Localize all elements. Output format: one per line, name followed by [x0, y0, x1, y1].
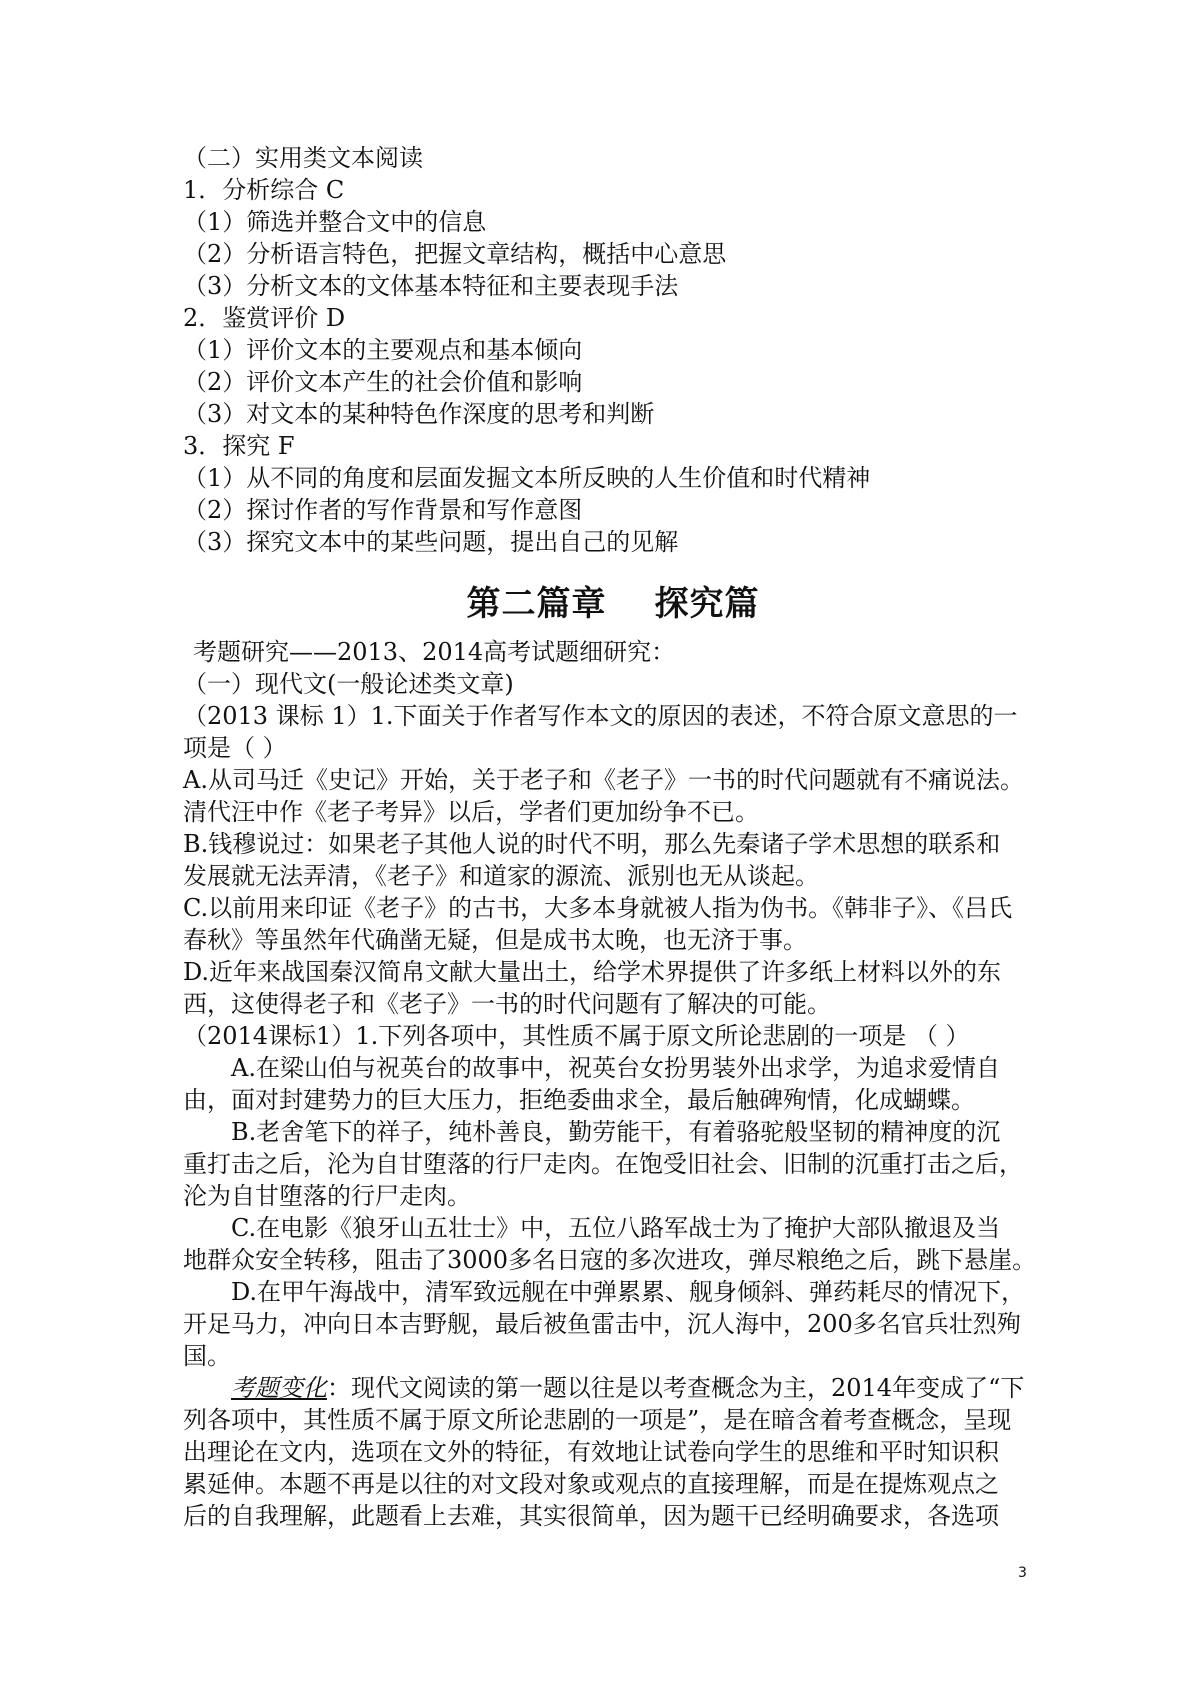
section-title: （二）实用类文本阅读: [183, 144, 423, 172]
list-item: （3）探究文本中的某些问题，提出自己的见解: [183, 528, 679, 556]
option-b-cont2: 沦为自甘堕落的行尸走肉。: [183, 1182, 471, 1210]
option-c-cont: 春秋》等虽然年代确凿无疑，但是成书太晚，也无济于事。: [183, 926, 807, 954]
option-b-cont: 发展就无法弄清，《老子》和道家的源流、派别也无从谈起。: [183, 862, 819, 890]
chapter-heading-part2: 探究篇: [654, 584, 760, 624]
option-c: C.以前用来印证《老子》的古书，大多本身就被人指为伪书。《韩非子》、《吕氏: [183, 894, 1013, 922]
option-a-cont: 清代汪中作《老子考异》以后，学者们更加纷争不已。: [183, 798, 759, 826]
section-items: [183, 174, 1043, 558]
exam-change-text: ：现代文阅读的第一题以往是以考查概念为主，2014年变成了“下: [327, 1374, 1025, 1402]
research-intro: 考题研究——2013、2014高考试题细研究：: [193, 638, 676, 666]
document-page: [183, 142, 1043, 1532]
option-d-cont: 开足马力，冲向日本吉野舰，最后被鱼雷击中，沉人海中，200多名官兵壮烈殉: [183, 1310, 1021, 1338]
option-a: A.在梁山伯与祝英台的故事中，祝英台女扮男装外出求学，为追求爱情自: [231, 1054, 1000, 1082]
question-stem-cont: 项是（ ）: [183, 734, 287, 762]
list-item: 2．鉴赏评价 D: [183, 304, 346, 332]
exam-change-line: 累延伸。本题不再是以往的对文段对象或观点的直接理解，而是在提炼观点之: [183, 1470, 999, 1498]
option-d-cont: 西，这使得老子和《老子》一书的时代问题有了解决的可能。: [183, 990, 831, 1018]
list-item: （2）探讨作者的写作背景和写作意图: [183, 496, 583, 524]
question-2014: [183, 1020, 1043, 1372]
option-a: A.从司马迁《史记》开始，关于老子和《老子》一书的时代问题就有不痛说法。: [183, 766, 1024, 794]
option-b-cont: 重打击之后，沦为自甘堕落的行尸走肉。在饱受旧社会、旧制的沉重打击之后，: [183, 1150, 1023, 1178]
exam-change-label: 考题变化: [231, 1374, 327, 1402]
list-item: （3）对文本的某种特色作深度的思考和判断: [183, 400, 655, 428]
list-item: （2）评价文本产生的社会价值和影响: [183, 368, 583, 396]
chapter-heading: [183, 582, 1043, 626]
exam-change-line: [183, 1372, 1043, 1404]
option-d: D.在甲午海战中，清军致远舰在中弹累累、舰身倾斜、弹药耗尽的情况下，: [231, 1278, 1026, 1306]
option-d-cont2: 国。: [183, 1342, 231, 1370]
page-number: 3: [1018, 1565, 1027, 1581]
option-c: C.在电影《狼牙山五壮士》中，五位八路军战士为了掩护大部队撤退及当: [231, 1214, 1001, 1242]
list-item: （3）分析文本的文体基本特征和主要表现手法: [183, 272, 679, 300]
exam-change-line: 列各项中，其性质不属于原文所论悲剧的一项是”，是在暗含着考查概念，呈现: [183, 1406, 1012, 1434]
list-item: （1）从不同的角度和层面发掘文本所反映的人生价值和时代精神: [183, 464, 871, 492]
option-a-cont: 由，面对封建势力的巨大压力，拒绝委曲求全，最后触碑殉情，化成蝴蝶。: [183, 1086, 975, 1114]
question-stem: （2013 课标 1）1.下面关于作者写作本文的原因的表述，不符合原文意思的一: [183, 702, 1018, 730]
list-item: （2）分析语言特色，把握文章结构，概括中心意思: [183, 240, 727, 268]
list-item: （1）筛选并整合文中的信息: [183, 208, 487, 236]
option-d: D.近年来战国秦汉简帛文献大量出土，给学术界提供了许多纸上材料以外的东: [183, 958, 1002, 986]
question-stem: （2014课标1）1.下列各项中，其性质不属于原文所论悲剧的一项是 （ ）: [183, 1022, 970, 1050]
list-item: 1．分析综合 C: [183, 176, 345, 204]
exam-change-paragraph: [183, 1372, 1043, 1532]
exam-change-line: 后的自我理解，此题看上去难，其实很简单，因为题干已经明确要求，各选项: [183, 1502, 999, 1530]
chapter-heading-part1: 第二篇章: [466, 584, 607, 624]
option-b: B.老舍笔下的祥子，纯朴善良，勤劳能干，有着骆驼般坚韧的精神度的沉: [231, 1118, 1001, 1146]
option-b: B.钱穆说过：如果老子其他人说的时代不明，那么先秦诸子学术思想的联系和: [183, 830, 1001, 858]
research-subheading: （一）现代文(一般论述类文章): [183, 670, 514, 698]
list-item: （1）评价文本的主要观点和基本倾向: [183, 336, 583, 364]
exam-change-line: 出理论在文内，选项在文外的特征，有效地让试卷向学生的思维和平时知识积: [183, 1438, 999, 1466]
question-2013: [183, 700, 1043, 1020]
option-c-cont: 地群众安全转移，阻击了3000多名日寇的多次进攻，弹尽粮绝之后，跳下悬崖。: [183, 1246, 1037, 1274]
list-item: 3．探究 F: [183, 432, 295, 460]
